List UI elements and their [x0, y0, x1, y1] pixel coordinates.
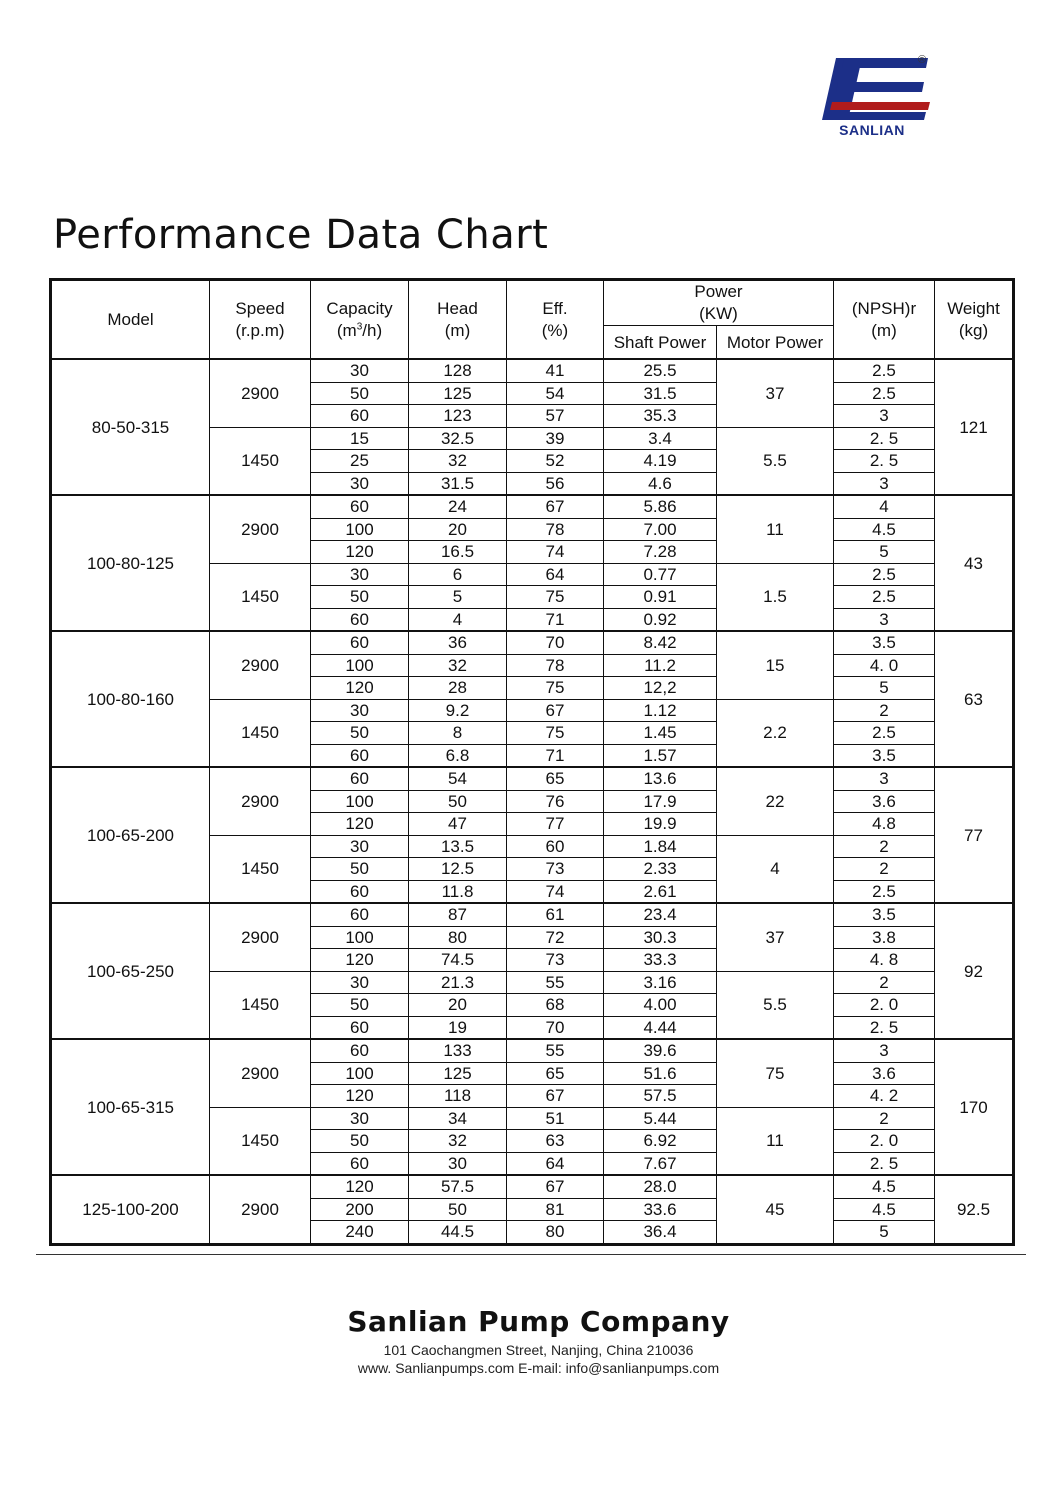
cell-npsh: 2.5 — [834, 880, 935, 903]
cell-npsh: 2 — [834, 699, 935, 722]
cell-capacity: 100 — [311, 1062, 409, 1085]
cell-head: 21.3 — [409, 971, 507, 994]
cell-shaft-power: 2.61 — [604, 880, 717, 903]
cell-capacity: 120 — [311, 949, 409, 972]
cell-eff: 54 — [507, 382, 604, 405]
footer-divider — [36, 1254, 1026, 1255]
cell-shaft-power: 30.3 — [604, 926, 717, 949]
cell-shaft-power: 0.91 — [604, 586, 717, 609]
cell-capacity: 30 — [311, 835, 409, 858]
cell-head: 4 — [409, 608, 507, 631]
cell-shaft-power: 4.00 — [604, 994, 717, 1017]
cell-npsh: 2 — [834, 1107, 935, 1130]
cell-capacity: 60 — [311, 405, 409, 428]
cell-weight: 121 — [935, 359, 1014, 495]
cell-capacity: 100 — [311, 518, 409, 541]
cell-npsh: 3.5 — [834, 903, 935, 926]
performance-table-body — [51, 359, 1014, 1244]
cell-shaft-power: 17.9 — [604, 790, 717, 813]
cell-speed: 2900 — [210, 631, 311, 699]
cell-capacity: 120 — [311, 1085, 409, 1108]
cell-capacity: 100 — [311, 654, 409, 677]
cell-head: 74.5 — [409, 949, 507, 972]
header-weight: Weight (kg) — [935, 280, 1014, 360]
cell-capacity: 120 — [311, 1175, 409, 1198]
cell-weight: 170 — [935, 1039, 1014, 1175]
cell-head: 20 — [409, 994, 507, 1017]
cell-capacity: 30 — [311, 359, 409, 382]
header-model: Model — [51, 280, 210, 360]
cell-capacity: 50 — [311, 1130, 409, 1153]
cell-head: 133 — [409, 1039, 507, 1062]
cell-head: 123 — [409, 405, 507, 428]
cell-eff: 51 — [507, 1107, 604, 1130]
cell-shaft-power: 0.77 — [604, 563, 717, 586]
cell-capacity: 50 — [311, 382, 409, 405]
cell-shaft-power: 6.92 — [604, 1130, 717, 1153]
cell-shaft-power: 25.5 — [604, 359, 717, 382]
cell-capacity: 60 — [311, 495, 409, 518]
header-capacity: Capacity $(m^3/h)$ — [311, 280, 409, 360]
table-row — [51, 767, 1014, 790]
cell-eff: 80 — [507, 1221, 604, 1245]
cell-motor-power: 75 — [717, 1039, 834, 1107]
sanlian-logo-icon — [822, 52, 932, 122]
cell-npsh: 2. 5 — [834, 450, 935, 473]
cell-eff: 67 — [507, 1175, 604, 1198]
cell-head: 16.5 — [409, 541, 507, 564]
cell-shaft-power: 4.19 — [604, 450, 717, 473]
page-title: Performance Data Chart — [53, 212, 549, 258]
cell-motor-power: 11 — [717, 495, 834, 563]
cell-head: 50 — [409, 790, 507, 813]
cell-shaft-power: 1.45 — [604, 722, 717, 745]
cell-speed: 2900 — [210, 495, 311, 563]
cell-shaft-power: 4.6 — [604, 472, 717, 495]
cell-head: 9.2 — [409, 699, 507, 722]
cell-eff: 65 — [507, 767, 604, 790]
cell-npsh: 4.8 — [834, 813, 935, 836]
company-contact: www. Sanlianpumps.com E-mail: info@sanlianpumps.com — [357, 1360, 720, 1376]
cell-npsh: 2.5 — [834, 563, 935, 586]
cell-eff: 67 — [507, 1085, 604, 1108]
cell-head: 128 — [409, 359, 507, 382]
cell-npsh: 2 — [834, 835, 935, 858]
cell-head: 12.5 — [409, 858, 507, 881]
cell-head: 13.5 — [409, 835, 507, 858]
header-speed: Speed (r.p.m) — [210, 280, 311, 360]
cell-motor-power: 11 — [717, 1107, 834, 1175]
cell-eff: 81 — [507, 1198, 604, 1221]
cell-weight: 92.5 — [935, 1175, 1014, 1244]
cell-weight: 43 — [935, 495, 1014, 631]
cell-npsh: 4.5 — [834, 1175, 935, 1198]
header-head: Head (m) — [409, 280, 507, 360]
cell-npsh: 2 — [834, 858, 935, 881]
cell-shaft-power: 4.44 — [604, 1016, 717, 1039]
cell-motor-power: 2.2 — [717, 699, 834, 767]
cell-npsh: 3.6 — [834, 790, 935, 813]
cell-shaft-power: 57.5 — [604, 1085, 717, 1108]
cell-npsh: 2.5 — [834, 722, 935, 745]
cell-speed: 1450 — [210, 563, 311, 631]
cell-capacity: 50 — [311, 722, 409, 745]
cell-model: 100-80-125 — [51, 495, 210, 631]
cell-head: 50 — [409, 1198, 507, 1221]
cell-eff: 67 — [507, 495, 604, 518]
cell-head: 32 — [409, 654, 507, 677]
cell-capacity: 200 — [311, 1198, 409, 1221]
cell-capacity: 100 — [311, 790, 409, 813]
registered-mark: ® — [918, 54, 927, 66]
cell-eff: 72 — [507, 926, 604, 949]
cell-shaft-power: 35.3 — [604, 405, 717, 428]
cell-head: 6.8 — [409, 744, 507, 767]
cell-eff: 41 — [507, 359, 604, 382]
cell-capacity: 50 — [311, 994, 409, 1017]
cell-eff: 61 — [507, 903, 604, 926]
cell-capacity: 60 — [311, 767, 409, 790]
cell-npsh: 3.5 — [834, 631, 935, 654]
cell-capacity: 30 — [311, 971, 409, 994]
cell-npsh: 2. 5 — [834, 1016, 935, 1039]
cell-eff: 65 — [507, 1062, 604, 1085]
cell-npsh: 3.8 — [834, 926, 935, 949]
cell-shaft-power: 7.00 — [604, 518, 717, 541]
table-row — [51, 1039, 1014, 1062]
cell-shaft-power: 1.12 — [604, 699, 717, 722]
cell-npsh: 2. 5 — [834, 427, 935, 450]
cell-shaft-power: 19.9 — [604, 813, 717, 836]
header-npsh: (NPSH)r (m) — [834, 280, 935, 360]
cell-shaft-power: 0.92 — [604, 608, 717, 631]
cell-shaft-power: 3.16 — [604, 971, 717, 994]
header-power: Power (KW) — [604, 280, 834, 326]
cell-eff: 52 — [507, 450, 604, 473]
cell-eff: 75 — [507, 722, 604, 745]
cell-shaft-power: 39.6 — [604, 1039, 717, 1062]
cell-eff: 78 — [507, 654, 604, 677]
cell-head: 57.5 — [409, 1175, 507, 1198]
cell-capacity: 15 — [311, 427, 409, 450]
logo-text: SANLIAN — [839, 122, 905, 138]
cell-eff: 74 — [507, 880, 604, 903]
cell-capacity: 120 — [311, 541, 409, 564]
cell-model: 100-80-160 — [51, 631, 210, 767]
cell-weight: 92 — [935, 903, 1014, 1039]
cell-head: 80 — [409, 926, 507, 949]
cell-capacity: 120 — [311, 677, 409, 700]
cell-shaft-power: 5.86 — [604, 495, 717, 518]
cell-npsh: 3 — [834, 767, 935, 790]
cell-shaft-power: 1.57 — [604, 744, 717, 767]
cell-npsh: 3.5 — [834, 744, 935, 767]
cell-head: 11.8 — [409, 880, 507, 903]
cell-model: 100-65-250 — [51, 903, 210, 1039]
cell-motor-power: 37 — [717, 903, 834, 971]
cell-capacity: 60 — [311, 903, 409, 926]
cell-capacity: 60 — [311, 1152, 409, 1175]
cell-shaft-power: 28.0 — [604, 1175, 717, 1198]
cell-head: 6 — [409, 563, 507, 586]
cell-head: 47 — [409, 813, 507, 836]
cell-head: 31.5 — [409, 472, 507, 495]
cell-npsh: 2.5 — [834, 359, 935, 382]
cell-eff: 78 — [507, 518, 604, 541]
cell-eff: 77 — [507, 813, 604, 836]
cell-shaft-power: 1.84 — [604, 835, 717, 858]
cell-eff: 55 — [507, 1039, 604, 1062]
cell-capacity: 30 — [311, 563, 409, 586]
cell-npsh: 3.6 — [834, 1062, 935, 1085]
cell-shaft-power: 51.6 — [604, 1062, 717, 1085]
cell-eff: 64 — [507, 1152, 604, 1175]
cell-speed: 1450 — [210, 427, 311, 495]
cell-eff: 64 — [507, 563, 604, 586]
cell-npsh: 2. 0 — [834, 994, 935, 1017]
cell-capacity: 30 — [311, 472, 409, 495]
cell-motor-power: 45 — [717, 1175, 834, 1244]
cell-capacity: 60 — [311, 608, 409, 631]
cell-npsh: 2. 5 — [834, 1152, 935, 1175]
cell-shaft-power: 8.42 — [604, 631, 717, 654]
company-logo — [822, 52, 942, 142]
cell-npsh: 2. 0 — [834, 1130, 935, 1153]
header-eff: Eff. (%) — [507, 280, 604, 360]
company-address: 101 Caochangmen Street, Nanjing, China 210036 — [383, 1342, 694, 1358]
cell-shaft-power: 31.5 — [604, 382, 717, 405]
cell-speed: 2900 — [210, 767, 311, 835]
cell-eff: 39 — [507, 427, 604, 450]
cell-eff: 73 — [507, 949, 604, 972]
cell-eff: 70 — [507, 631, 604, 654]
cell-head: 19 — [409, 1016, 507, 1039]
cell-eff: 60 — [507, 835, 604, 858]
cell-head: 32 — [409, 450, 507, 473]
cell-eff: 73 — [507, 858, 604, 881]
cell-head: 44.5 — [409, 1221, 507, 1245]
cell-eff: 71 — [507, 608, 604, 631]
cell-weight: 63 — [935, 631, 1014, 767]
cell-head: 20 — [409, 518, 507, 541]
cell-eff: 76 — [507, 790, 604, 813]
cell-eff: 67 — [507, 699, 604, 722]
cell-speed: 1450 — [210, 1107, 311, 1175]
cell-capacity: 60 — [311, 744, 409, 767]
cell-head: 36 — [409, 631, 507, 654]
cell-head: 30 — [409, 1152, 507, 1175]
cell-npsh: 2 — [834, 971, 935, 994]
cell-npsh: 4 — [834, 495, 935, 518]
cell-npsh: 4.5 — [834, 1198, 935, 1221]
cell-motor-power: 37 — [717, 359, 834, 427]
cell-capacity: 100 — [311, 926, 409, 949]
cell-eff: 56 — [507, 472, 604, 495]
cell-capacity: 120 — [311, 813, 409, 836]
cell-shaft-power: 7.67 — [604, 1152, 717, 1175]
cell-head: 5 — [409, 586, 507, 609]
cell-motor-power: 1.5 — [717, 563, 834, 631]
cell-npsh: 5 — [834, 1221, 935, 1245]
cell-capacity: 30 — [311, 1107, 409, 1130]
cell-speed: 1450 — [210, 835, 311, 903]
cell-motor-power: 4 — [717, 835, 834, 903]
cell-motor-power: 15 — [717, 631, 834, 699]
cell-head: 54 — [409, 767, 507, 790]
cell-shaft-power: 13.6 — [604, 767, 717, 790]
cell-shaft-power: 7.28 — [604, 541, 717, 564]
cell-eff: 74 — [507, 541, 604, 564]
cell-npsh: 4. 8 — [834, 949, 935, 972]
cell-capacity: 30 — [311, 699, 409, 722]
cell-head: 125 — [409, 1062, 507, 1085]
table-row — [51, 1175, 1014, 1198]
header-motor-power: Motor Power — [717, 326, 834, 360]
cell-head: 24 — [409, 495, 507, 518]
cell-npsh: 3 — [834, 405, 935, 428]
cell-capacity: 25 — [311, 450, 409, 473]
cell-npsh: 2.5 — [834, 586, 935, 609]
cell-eff: 55 — [507, 971, 604, 994]
cell-eff: 63 — [507, 1130, 604, 1153]
cell-speed: 2900 — [210, 359, 311, 427]
cell-npsh: 4. 0 — [834, 654, 935, 677]
cell-head: 118 — [409, 1085, 507, 1108]
cell-head: 28 — [409, 677, 507, 700]
cell-head: 125 — [409, 382, 507, 405]
cell-eff: 68 — [507, 994, 604, 1017]
cell-speed: 1450 — [210, 971, 311, 1039]
cell-npsh: 3 — [834, 1039, 935, 1062]
cell-eff: 70 — [507, 1016, 604, 1039]
cell-motor-power: 5.5 — [717, 427, 834, 495]
table-row — [51, 359, 1014, 382]
cell-npsh: 5 — [834, 541, 935, 564]
cell-npsh: 5 — [834, 677, 935, 700]
cell-shaft-power: 5.44 — [604, 1107, 717, 1130]
cell-shaft-power: 33.6 — [604, 1198, 717, 1221]
cell-shaft-power: 36.4 — [604, 1221, 717, 1245]
cell-model: 100-65-315 — [51, 1039, 210, 1175]
cell-shaft-power: 2.33 — [604, 858, 717, 881]
cell-eff: 71 — [507, 744, 604, 767]
cell-shaft-power: 23.4 — [604, 903, 717, 926]
header-shaft-power: Shaft Power — [604, 326, 717, 360]
cell-eff: 75 — [507, 677, 604, 700]
cell-speed: 1450 — [210, 699, 311, 767]
cell-head: 87 — [409, 903, 507, 926]
cell-speed: 2900 — [210, 903, 311, 971]
cell-head: 32 — [409, 1130, 507, 1153]
cell-head: 32.5 — [409, 427, 507, 450]
cell-capacity: 50 — [311, 858, 409, 881]
cell-npsh: 2.5 — [834, 382, 935, 405]
cell-npsh: 3 — [834, 608, 935, 631]
table-row — [51, 631, 1014, 654]
cell-capacity: 60 — [311, 880, 409, 903]
cell-model: 100-65-200 — [51, 767, 210, 903]
company-name: Sanlian Pump Company — [347, 1305, 730, 1338]
cell-speed: 2900 — [210, 1039, 311, 1107]
cell-capacity: 240 — [311, 1221, 409, 1245]
cell-eff: 75 — [507, 586, 604, 609]
cell-shaft-power: 12,2 — [604, 677, 717, 700]
cell-motor-power: 22 — [717, 767, 834, 835]
performance-table — [49, 278, 1015, 1246]
cell-shaft-power: 11.2 — [604, 654, 717, 677]
cell-model: 80-50-315 — [51, 359, 210, 495]
cell-weight: 77 — [935, 767, 1014, 903]
cell-speed: 2900 — [210, 1175, 311, 1244]
cell-head: 34 — [409, 1107, 507, 1130]
cell-capacity: 60 — [311, 1016, 409, 1039]
cell-model: 125-100-200 — [51, 1175, 210, 1244]
cell-npsh: 4.5 — [834, 518, 935, 541]
cell-motor-power: 5.5 — [717, 971, 834, 1039]
table-row — [51, 495, 1014, 518]
table-row — [51, 903, 1014, 926]
cell-capacity: 60 — [311, 1039, 409, 1062]
cell-eff: 57 — [507, 405, 604, 428]
cell-npsh: 3 — [834, 472, 935, 495]
cell-npsh: 4. 2 — [834, 1085, 935, 1108]
cell-shaft-power: 33.3 — [604, 949, 717, 972]
cell-shaft-power: 3.4 — [604, 427, 717, 450]
cell-capacity: 50 — [311, 586, 409, 609]
cell-capacity: 60 — [311, 631, 409, 654]
cell-head: 8 — [409, 722, 507, 745]
